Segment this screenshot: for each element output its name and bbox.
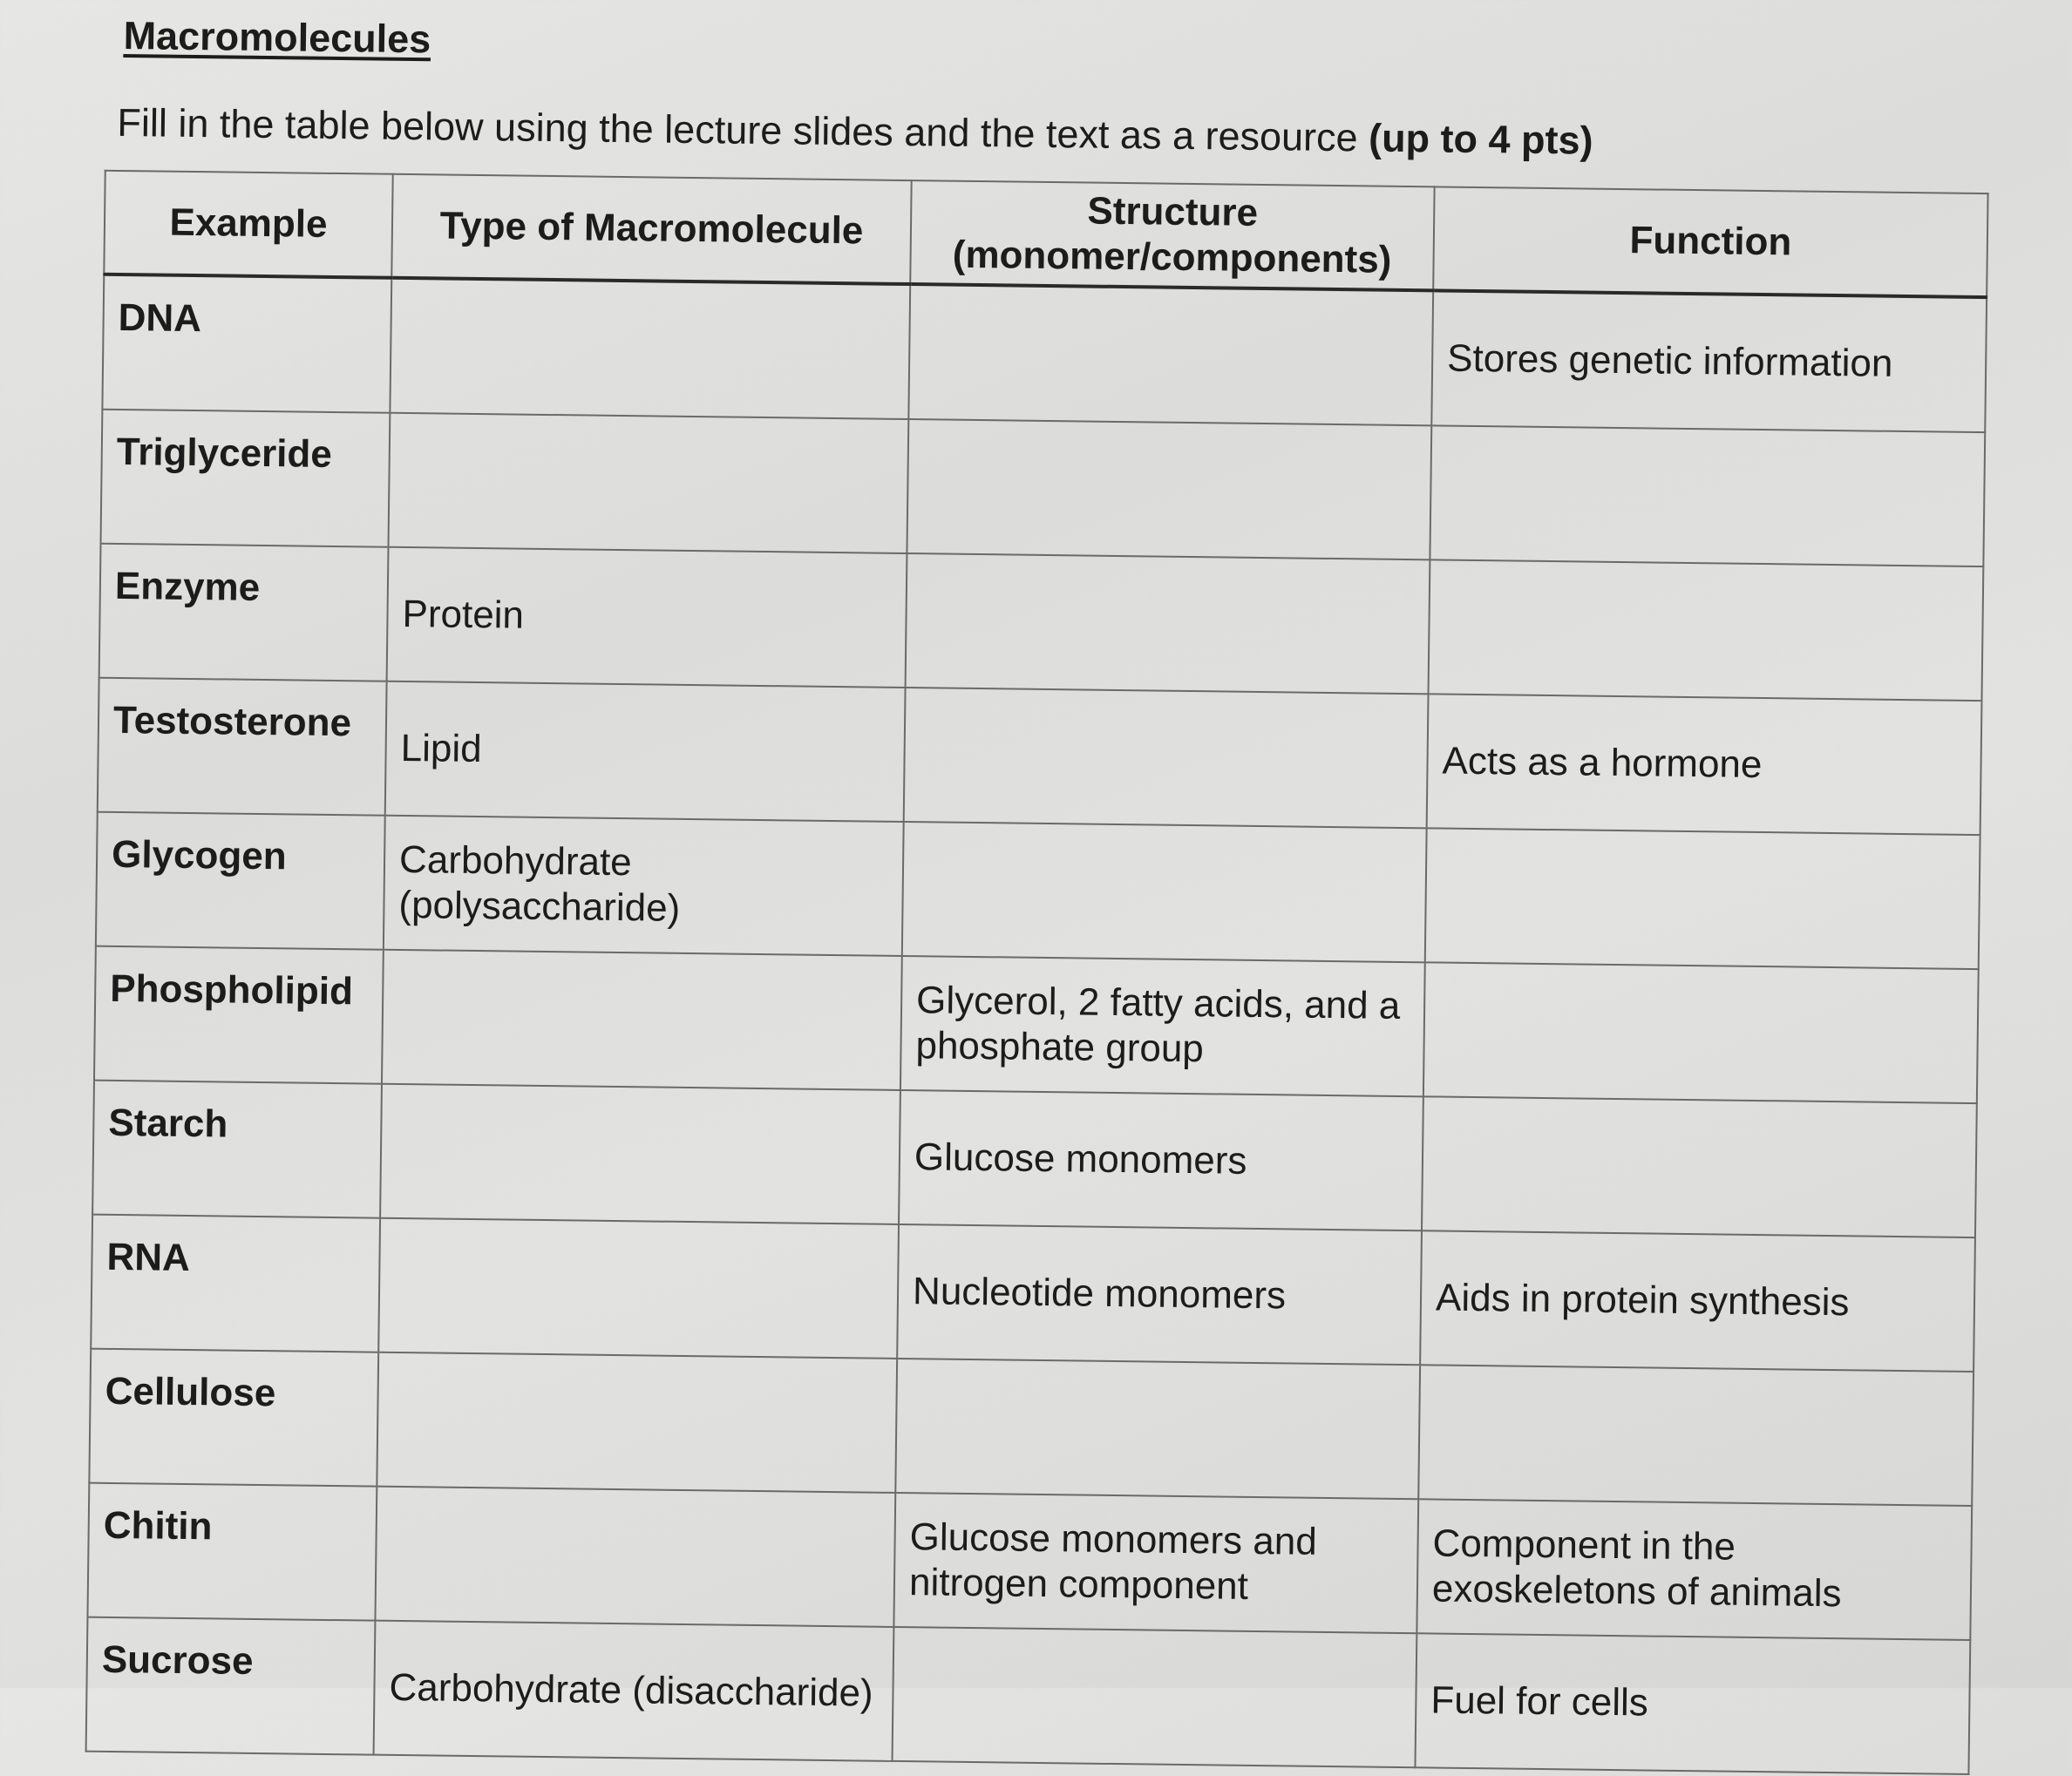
type-cell[interactable]: Carbohydrate (disaccharide) <box>374 1620 894 1760</box>
function-cell[interactable]: Fuel for cells <box>1415 1633 1970 1774</box>
structure-cell[interactable] <box>902 822 1427 962</box>
function-cell[interactable] <box>1423 962 1979 1103</box>
example-cell: RNA <box>91 1214 380 1352</box>
table-row <box>87 1482 1972 1639</box>
table-row <box>86 1617 1971 1773</box>
example-cell: Enzyme <box>99 544 389 681</box>
table-row <box>96 812 1980 969</box>
type-cell[interactable] <box>390 278 910 419</box>
example-cell: Cellulose <box>89 1348 378 1486</box>
structure-cell[interactable] <box>895 1359 1420 1499</box>
table-row <box>101 410 1986 566</box>
example-cell: Triglyceride <box>101 410 391 547</box>
worksheet-title: Macromolecules <box>123 13 431 62</box>
header-example: Example <box>104 171 392 278</box>
type-cell[interactable] <box>380 1084 900 1224</box>
table-row <box>99 544 1984 701</box>
example-cell: Chitin <box>87 1482 377 1620</box>
structure-cell[interactable]: Glycerol, 2 fatty acids, and a phosphate group <box>900 956 1425 1096</box>
type-cell[interactable] <box>388 413 908 553</box>
function-cell[interactable]: Acts as a hormone <box>1427 694 1982 835</box>
table-row <box>94 946 1979 1103</box>
macromolecule-table <box>85 170 1989 1775</box>
function-cell[interactable]: Aids in protein synthesis <box>1420 1230 1975 1372</box>
example-cell: Starch <box>92 1080 382 1217</box>
type-cell[interactable]: Protein <box>387 547 907 688</box>
function-cell[interactable] <box>1425 828 1980 969</box>
instructions-body: Fill in the table below using the lecture slides and the text as a resource <box>117 99 1358 160</box>
structure-cell[interactable] <box>906 553 1430 694</box>
structure-cell[interactable] <box>893 1627 1417 1767</box>
example-cell: Sucrose <box>86 1617 376 1754</box>
table-row <box>91 1214 1975 1371</box>
function-cell[interactable]: Component in the exoskeletons of animals <box>1416 1499 1972 1640</box>
function-cell[interactable] <box>1430 425 1985 566</box>
type-cell[interactable]: Lipid <box>385 681 906 822</box>
example-cell: Phospholipid <box>94 946 384 1084</box>
header-structure: Structure (monomer/components) <box>910 180 1434 290</box>
structure-cell[interactable]: Glucose monomers and nitrogen component <box>893 1493 1418 1633</box>
example-cell: Testosterone <box>98 678 387 816</box>
function-cell[interactable] <box>1422 1096 1977 1237</box>
type-cell[interactable] <box>382 950 902 1090</box>
structure-cell[interactable] <box>907 419 1431 559</box>
structure-cell[interactable] <box>904 688 1429 828</box>
header-function: Function <box>1433 186 1987 297</box>
structure-cell[interactable]: Glucose monomers <box>899 1090 1423 1230</box>
instructions-text <box>117 100 1593 164</box>
table-row <box>89 1348 1973 1505</box>
type-cell[interactable] <box>377 1352 897 1492</box>
function-cell[interactable] <box>1429 559 1984 701</box>
table-row <box>92 1080 1977 1237</box>
type-cell[interactable] <box>375 1486 895 1626</box>
type-cell[interactable] <box>378 1218 899 1359</box>
example-cell: DNA <box>102 275 391 413</box>
table-row <box>98 678 1982 835</box>
structure-cell[interactable] <box>908 284 1433 425</box>
function-cell[interactable]: Stores genetic information <box>1431 290 1987 432</box>
function-cell[interactable] <box>1418 1365 1973 1506</box>
type-cell[interactable]: Carbohydrate (polysaccharide) <box>384 816 904 956</box>
header-type: Type of Macromolecule <box>391 174 911 284</box>
example-cell: Glycogen <box>96 812 385 950</box>
table-row <box>102 275 1987 432</box>
structure-cell[interactable]: Nucleotide monomers <box>897 1224 1422 1365</box>
points-label: (up to 4 pts) <box>1368 115 1593 163</box>
